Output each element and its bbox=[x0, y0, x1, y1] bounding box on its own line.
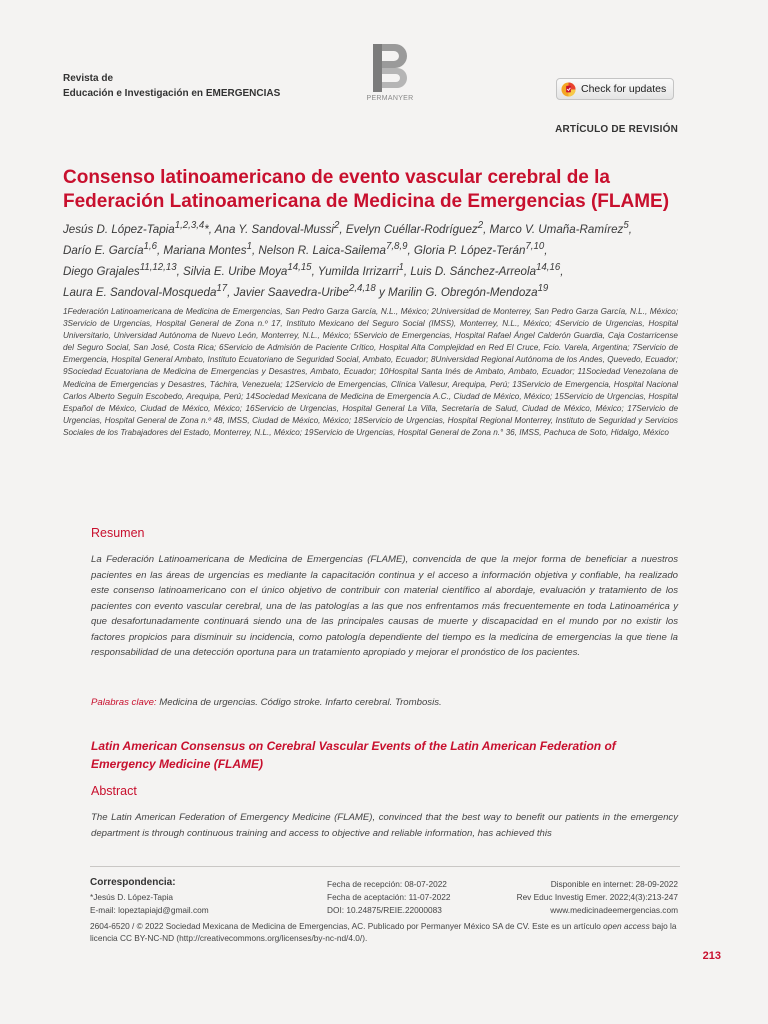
correspondence-email[interactable]: E-mail: lopeztapiajd@gmail.com bbox=[90, 905, 209, 915]
resumen-heading: Resumen bbox=[91, 526, 145, 540]
correspondence-heading: Correspondencia: bbox=[90, 877, 176, 888]
author-line: Darío E. García$^{1,6}$, Mariana Montes$^1$, Nelson R. Laica-Sailema$^{7,8,9}$, Gloria P. López-Terán$^{7,10}$, bbox=[63, 240, 548, 257]
correspondence bbox=[90, 876, 209, 917]
article-type: ARTÍCULO DE REVISIÓN bbox=[555, 124, 678, 135]
article-dates bbox=[327, 878, 450, 917]
license-notice bbox=[90, 921, 680, 944]
journal-website-link[interactable]: www.medicinadeemergencias.com bbox=[550, 905, 678, 915]
check-for-updates-button[interactable] bbox=[556, 78, 674, 100]
keywords-label: Palabras clave: bbox=[91, 697, 157, 708]
author-line: Jesús D. López-Tapia$^{1,2,3,4}$*, Ana Y. Sandoval-Mussi$^2$, Evelyn Cuéllar-Rodríguez$^2$, Marco V. Umaña-Ramírez$^5$, bbox=[63, 220, 632, 236]
affiliations: 1Federación Latinoamericana de Medicina de Emergencias, San Pedro Garza García, N.L., México; 2Universidad de Monterrey, San Pedro Garza García, N.L., México; 3Servicio de Urgencias, Hospital General de Zona n.º 17, Instituto Mexicano del Seguro Social (IMSS), Monterrey, N.L., México; 4Servicio de Urgencias, Hospital Universitario, Universidad Autónoma de Nuevo León, Monterrey, N.L., México; 5Servicio de Emergencias, Hospital Rafael Ángel Calderón Guardia, Caja Costarricense del Seguro Social, San José, Costa Rica; 6Servicio de Admisión de Paciente Crítico, Hospital Alta Complejidad en Red El Cruce, Fcio. Varela, Argentina; 7Servicio de Emergencia, Hospital General Ambato, Instituto Ecuatoriano de Seguridad Social, Ambato, Ecuador; 8Universidad Regional Autónoma de los Andes, Quevedo, Ecuador; 9Sociedad Ecuatoriana de Medicina de Emergencias y Desastres, Ambato, Ecuador; 10Hospital Santa Inés de Ambato, Ambato, Ecuador; 11Sociedad Venezolana de Medicina de Emergencias y Desastres, Táchira, Venezuela; 12Servicio de Emergencias, Clínica Vallesur, Arequipa, Perú; 13Servicio de Emergencia, Hospital Nacional Carlos Alberto Seguín Escobedo, Arequipa, Perú; 14Sociedad Mexicana de Medicina de Emergencia A.C., Ciudad de México, México; 15Servicio de Urgencias, Hospital Español de México, Ciudad de México, México; 16Servicio de Urgencias, Hospital General La Villa, Secretaría de Salud, Ciudad de México, México; 17Servicio de Urgencias, Hospital General de Zona n.º 48, IMSS, Ciudad de México, México; 18Servicio de Urgencias, Hospital Regional Monterrey, Instituto de Seguridad y Servicios Sociales de los Trabajadores del Estado, Monterrey, N.L., México; 19Servicio de Urgencias, Hospital General de Zona n.° 36, IMSS, Pachuca de Soto, Hidalgo, México bbox=[63, 307, 678, 437]
doi[interactable]: DOI: 10.24875/REIE.22000083 bbox=[327, 905, 442, 915]
english-title: Latin American Consensus on Cerebral Vascular Events of the Latin American Federation of Emergency Medicine (FLAME) bbox=[91, 739, 616, 771]
permanyer-logo-icon bbox=[373, 44, 407, 92]
check-updates-icon bbox=[561, 82, 576, 97]
article-title: Consenso latinoamericano de evento vascular cerebral de la Federación Latinoamericana de Medicina de Emergencias (FLAME) bbox=[63, 167, 670, 212]
page-number: 213 bbox=[702, 950, 721, 962]
citation: Rev Educ Investig Emer. 2022;4(3):213-247 bbox=[516, 892, 678, 902]
publisher-logo-text: PERMANYER bbox=[366, 95, 414, 102]
footer-divider bbox=[90, 866, 680, 867]
abstract-heading: Abstract bbox=[91, 784, 137, 798]
publisher-logo bbox=[366, 44, 414, 106]
journal-name-line2: Educación e Investigación en EMERGENCIAS bbox=[63, 88, 281, 99]
license-open-access: open access bbox=[603, 921, 650, 931]
keywords bbox=[91, 697, 678, 708]
correspondence-name: *Jesús D. López-Tapia bbox=[90, 892, 174, 902]
journal-name-line1: Revista de bbox=[63, 73, 114, 84]
license-text: 2604-6520 / © 2022 Sociedad Mexicana de Medicina de Emergencias, AC. Publicado por Permanyer México SA de CV. Este es un artículo bbox=[90, 921, 604, 931]
received-date: Fecha de recepción: 08-07-2022 bbox=[327, 879, 447, 889]
publication-info bbox=[517, 878, 678, 917]
author-list bbox=[63, 217, 685, 300]
check-for-updates-label: Check for updates bbox=[581, 83, 667, 95]
journal-name bbox=[63, 71, 280, 101]
author-line: Diego Grajales$^{11,12,13}$, Silvia E. Uribe Moya$^{14,15}$, Yumilda Irrizarri$^1$, Luis D. Sánchez-Arreola$^{14,16}$, bbox=[63, 261, 564, 278]
accepted-date: Fecha de aceptación: 11-07-2022 bbox=[327, 892, 451, 902]
license-url-text: bajo la licencia CC BY-NC-ND (http://creativecommons.org/licenses/by-nc-nd/4.0/). bbox=[90, 921, 677, 943]
abstract-text: The Latin American Federation of Emergency Medicine (FLAME), convinced that the best way to benefit our patients in the emergency department is through continuous training and access to objective and reliable information, has achieved this bbox=[91, 812, 678, 839]
online-date: Disponible en internet: 28-09-2022 bbox=[550, 879, 678, 889]
author-line: Laura E. Sandoval-Mosqueda$^{17}$, Javier Saavedra-Uribe$^{2,4,18}$ y Marilin G. Obregón-Mendoza$^{19}$ bbox=[63, 282, 549, 299]
resumen-text: La Federación Latinoamericana de Medicina de Emergencias (FLAME), convencida de que la mejor forma de beneficiar a nuestros pacientes en las áreas de urgencias es mediante la capacitación continua y el acceso a información objetiva y confiable, ha realizado este consenso latinoamericano con el único objetivo de contribuir con material científico al abordaje, evaluación y tratamiento de los pacientes con evento vascular cerebral, una de las patologías a las que nos enfrentamos más frecuentemente en toda Latinoamérica y que desafortunadamente continuará siendo una de las principales causas de muerte y discapacidad en el mundo por no existir los factores propicios para disminuir su incidencia, como patología dependiente del tiempo es la medicina de emergencias la que tiene la responsabilidad de una detección oportuna para un tratamiento apropiado y mejorar el pronóstico de los pacientes. bbox=[91, 554, 678, 658]
keywords-list: Medicina de urgencias. Código stroke. Infarto cerebral. Trombosis. bbox=[159, 697, 442, 708]
